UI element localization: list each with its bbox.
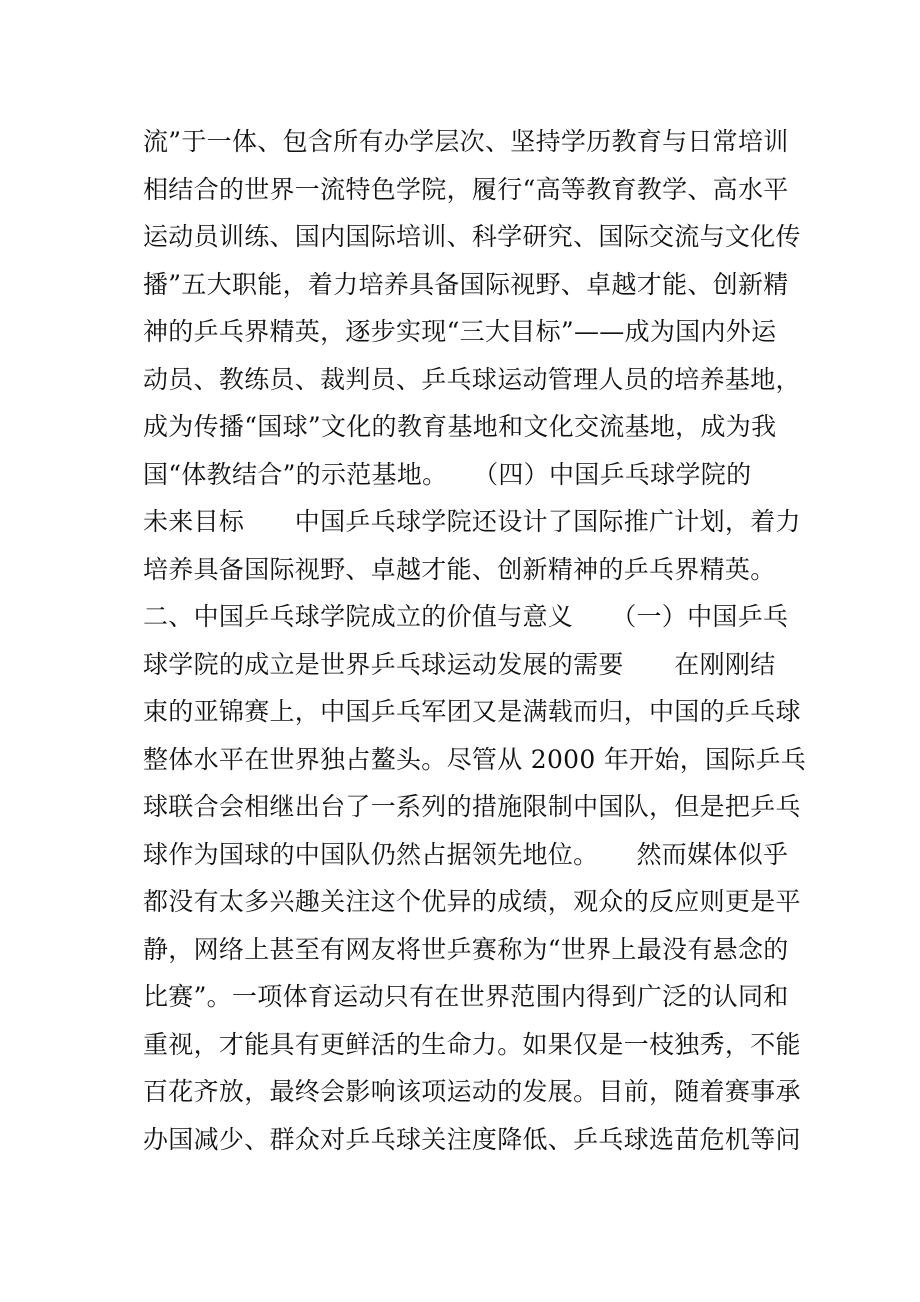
text-line: 都没有太多兴趣关注这个优异的成绩，观众的反应则更是平 xyxy=(143,887,801,916)
text-line: 运动员训练、国内国际培训、科学研究、国际交流与文化传 xyxy=(143,222,801,251)
text-line: 未来目标 中国乒乓球学院还设计了国际推广计划，着力 xyxy=(143,507,801,536)
text-line: 球作为国球的中国队仍然占据领先地位。 然而媒体似乎 xyxy=(143,839,789,869)
text-line: 神的乒乓界精英，逐步实现“三大目标”——成为国内外运 xyxy=(143,317,777,346)
text-line: 流”于一体、包含所有办学层次、坚持学历教育与日常培训 xyxy=(143,127,789,156)
text-line: 整体水平在世界独占鳌头。尽管从 2000 年开始，国际乒乓 xyxy=(143,744,807,774)
text-line: 播”五大职能，着力培养具备国际视野、卓越才能、创新精 xyxy=(143,269,789,299)
text-line: 动员、教练员、裁判员、乒乓球运动管理人员的培养基地， xyxy=(143,364,801,394)
text-line: 国“体教结合”的示范基地。 （四）中国乒乓球学院的 xyxy=(143,459,752,489)
body-text xyxy=(143,118,807,1163)
text-line: 静，网络上甚至有网友将世乒赛称为“世界上最没有悬念的 xyxy=(143,934,789,964)
text-line: 球联合会相继出台了一系列的措施限制中国队，但是把乒乓 xyxy=(143,792,801,821)
text-line: 二、中国乒乓球学院成立的价值与意义 （一）中国乒乓 xyxy=(143,602,789,631)
text-line: 成为传播“国球”文化的教育基地和文化交流基地，成为我 xyxy=(143,412,777,441)
text-line: 球学院的成立是世界乒乓球运动发展的需要 在刚刚结 xyxy=(143,649,776,679)
text-line: 重视，才能具有更鲜活的生命力。如果仅是一枝独秀，不能 xyxy=(143,1029,801,1059)
text-line: 办国减少、群众对乒乓球关注度降低、乒乓球选苗危机等问 xyxy=(143,1124,801,1154)
text-line: 比赛”。一项体育运动只有在世界范围内得到广泛的认同和 xyxy=(143,982,789,1011)
text-line: 培养具备国际视野、卓越才能、创新精神的乒乓界精英。 xyxy=(143,554,776,584)
text-line: 束的亚锦赛上，中国乒乓军团又是满载而归，中国的乒乓球 xyxy=(143,697,801,726)
text-line: 百花齐放，最终会影响该项运动的发展。目前，随着赛事承 xyxy=(143,1077,801,1106)
text-line: 相结合的世界一流特色学院，履行“高等教育教学、高水平 xyxy=(143,174,789,204)
